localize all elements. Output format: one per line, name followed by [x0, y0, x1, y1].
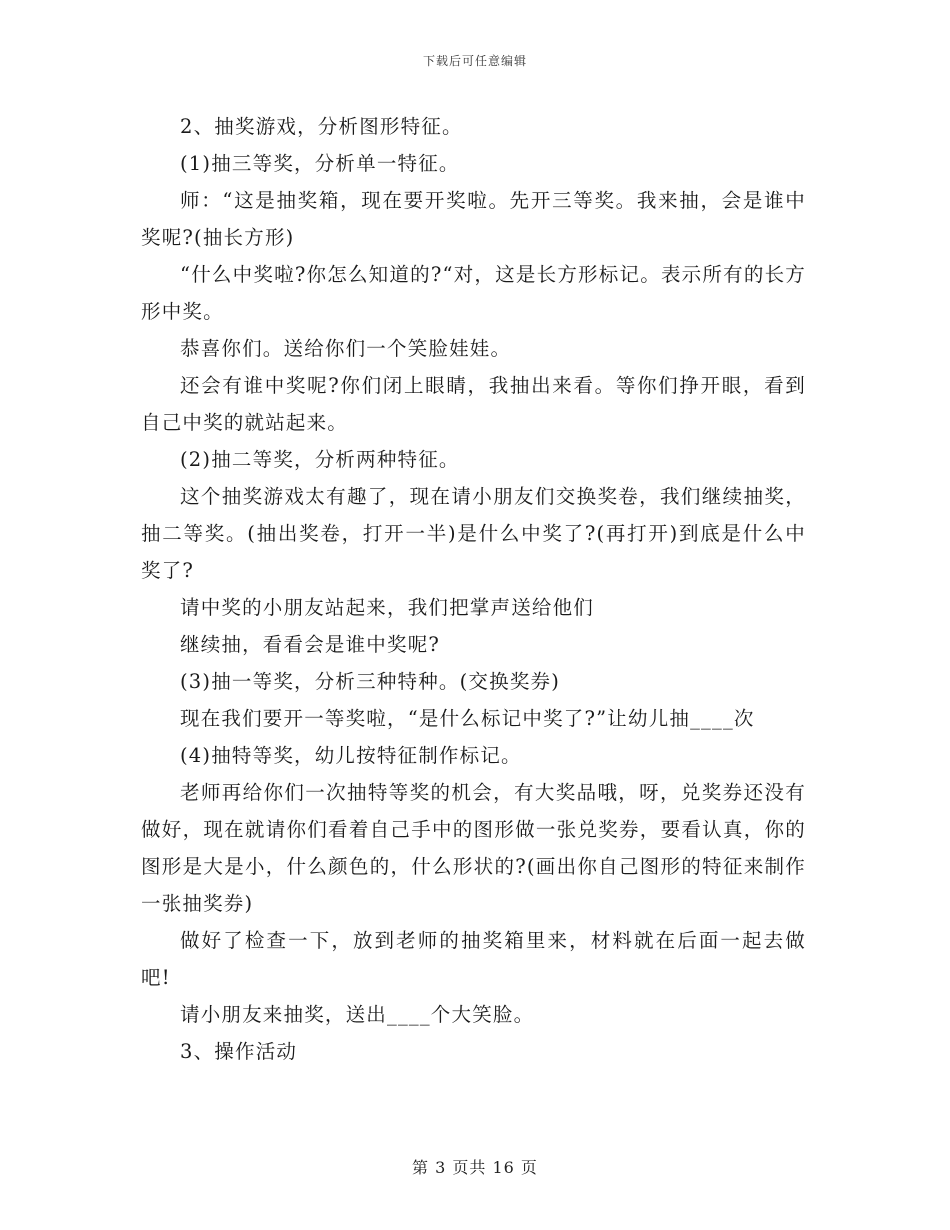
page-header: 下载后可任意编辑 — [422, 54, 527, 68]
paragraph: (1)抽三等奖，分析单一特征。 — [180, 152, 460, 175]
paragraph: (2)抽二等奖，分析两种特征。 — [180, 448, 460, 471]
paragraph: 做好了检查一下，放到老师的抽奖箱里来，材料就在后面一起去做吧! — [141, 929, 806, 989]
paragraph: 继续抽，看看会是谁中奖呢? — [180, 633, 441, 656]
document-body — [141, 108, 806, 1070]
paragraph: 现在我们要开一等奖啦，“是什么标记中奖了?”让幼儿抽____次 — [180, 707, 755, 730]
paragraph: 师：“这是抽奖箱，现在要开奖啦。先开三等奖。我来抽，会是谁中奖呢?(抽长方形) — [141, 189, 806, 249]
paragraph: 3、操作活动 — [180, 1040, 298, 1063]
paragraph: 恭喜你们。送给你们一个笑脸娃娃。 — [180, 337, 512, 360]
paragraph: 请中奖的小朋友站起来，我们把掌声送给他们 — [180, 596, 595, 619]
paragraph: 2、抽奖游戏，分析图形特征。 — [180, 115, 463, 138]
paragraph: (4)抽特等奖，幼儿按特征制作标记。 — [180, 744, 522, 767]
page-number: 第 3 页共 16 页 — [412, 1158, 538, 1177]
paragraph: 请小朋友来抽奖，送出____个大笑脸。 — [180, 1003, 535, 1026]
paragraph: 这个抽奖游戏太有趣了，现在请小朋友们交换奖卷，我们继续抽奖，抽二等奖。(抽出奖卷，打开一半)是什么中奖了?(再打开)到底是什么中奖了? — [141, 485, 806, 582]
paragraph: “什么中奖啦?你怎么知道的?“对，这是长方形标记。表示所有的长方形中奖。 — [141, 263, 806, 323]
paragraph: 老师再给你们一次抽特等奖的机会，有大奖品哦，呀，兑奖券还没有做好，现在就请你们看着自己手中的图形做一张兑奖券，要看认真，你的图形是大是小，什么颜色的，什么形状的?(画出你自己图形的特征来制作一张抽奖券) — [141, 781, 806, 915]
paragraph: 还会有谁中奖呢?你们闭上眼睛，我抽出来看。等你们挣开眼，看到自己中奖的就站起来。 — [141, 374, 806, 434]
paragraph: (3)抽一等奖，分析三种特种。(交换奖券) — [180, 670, 561, 693]
